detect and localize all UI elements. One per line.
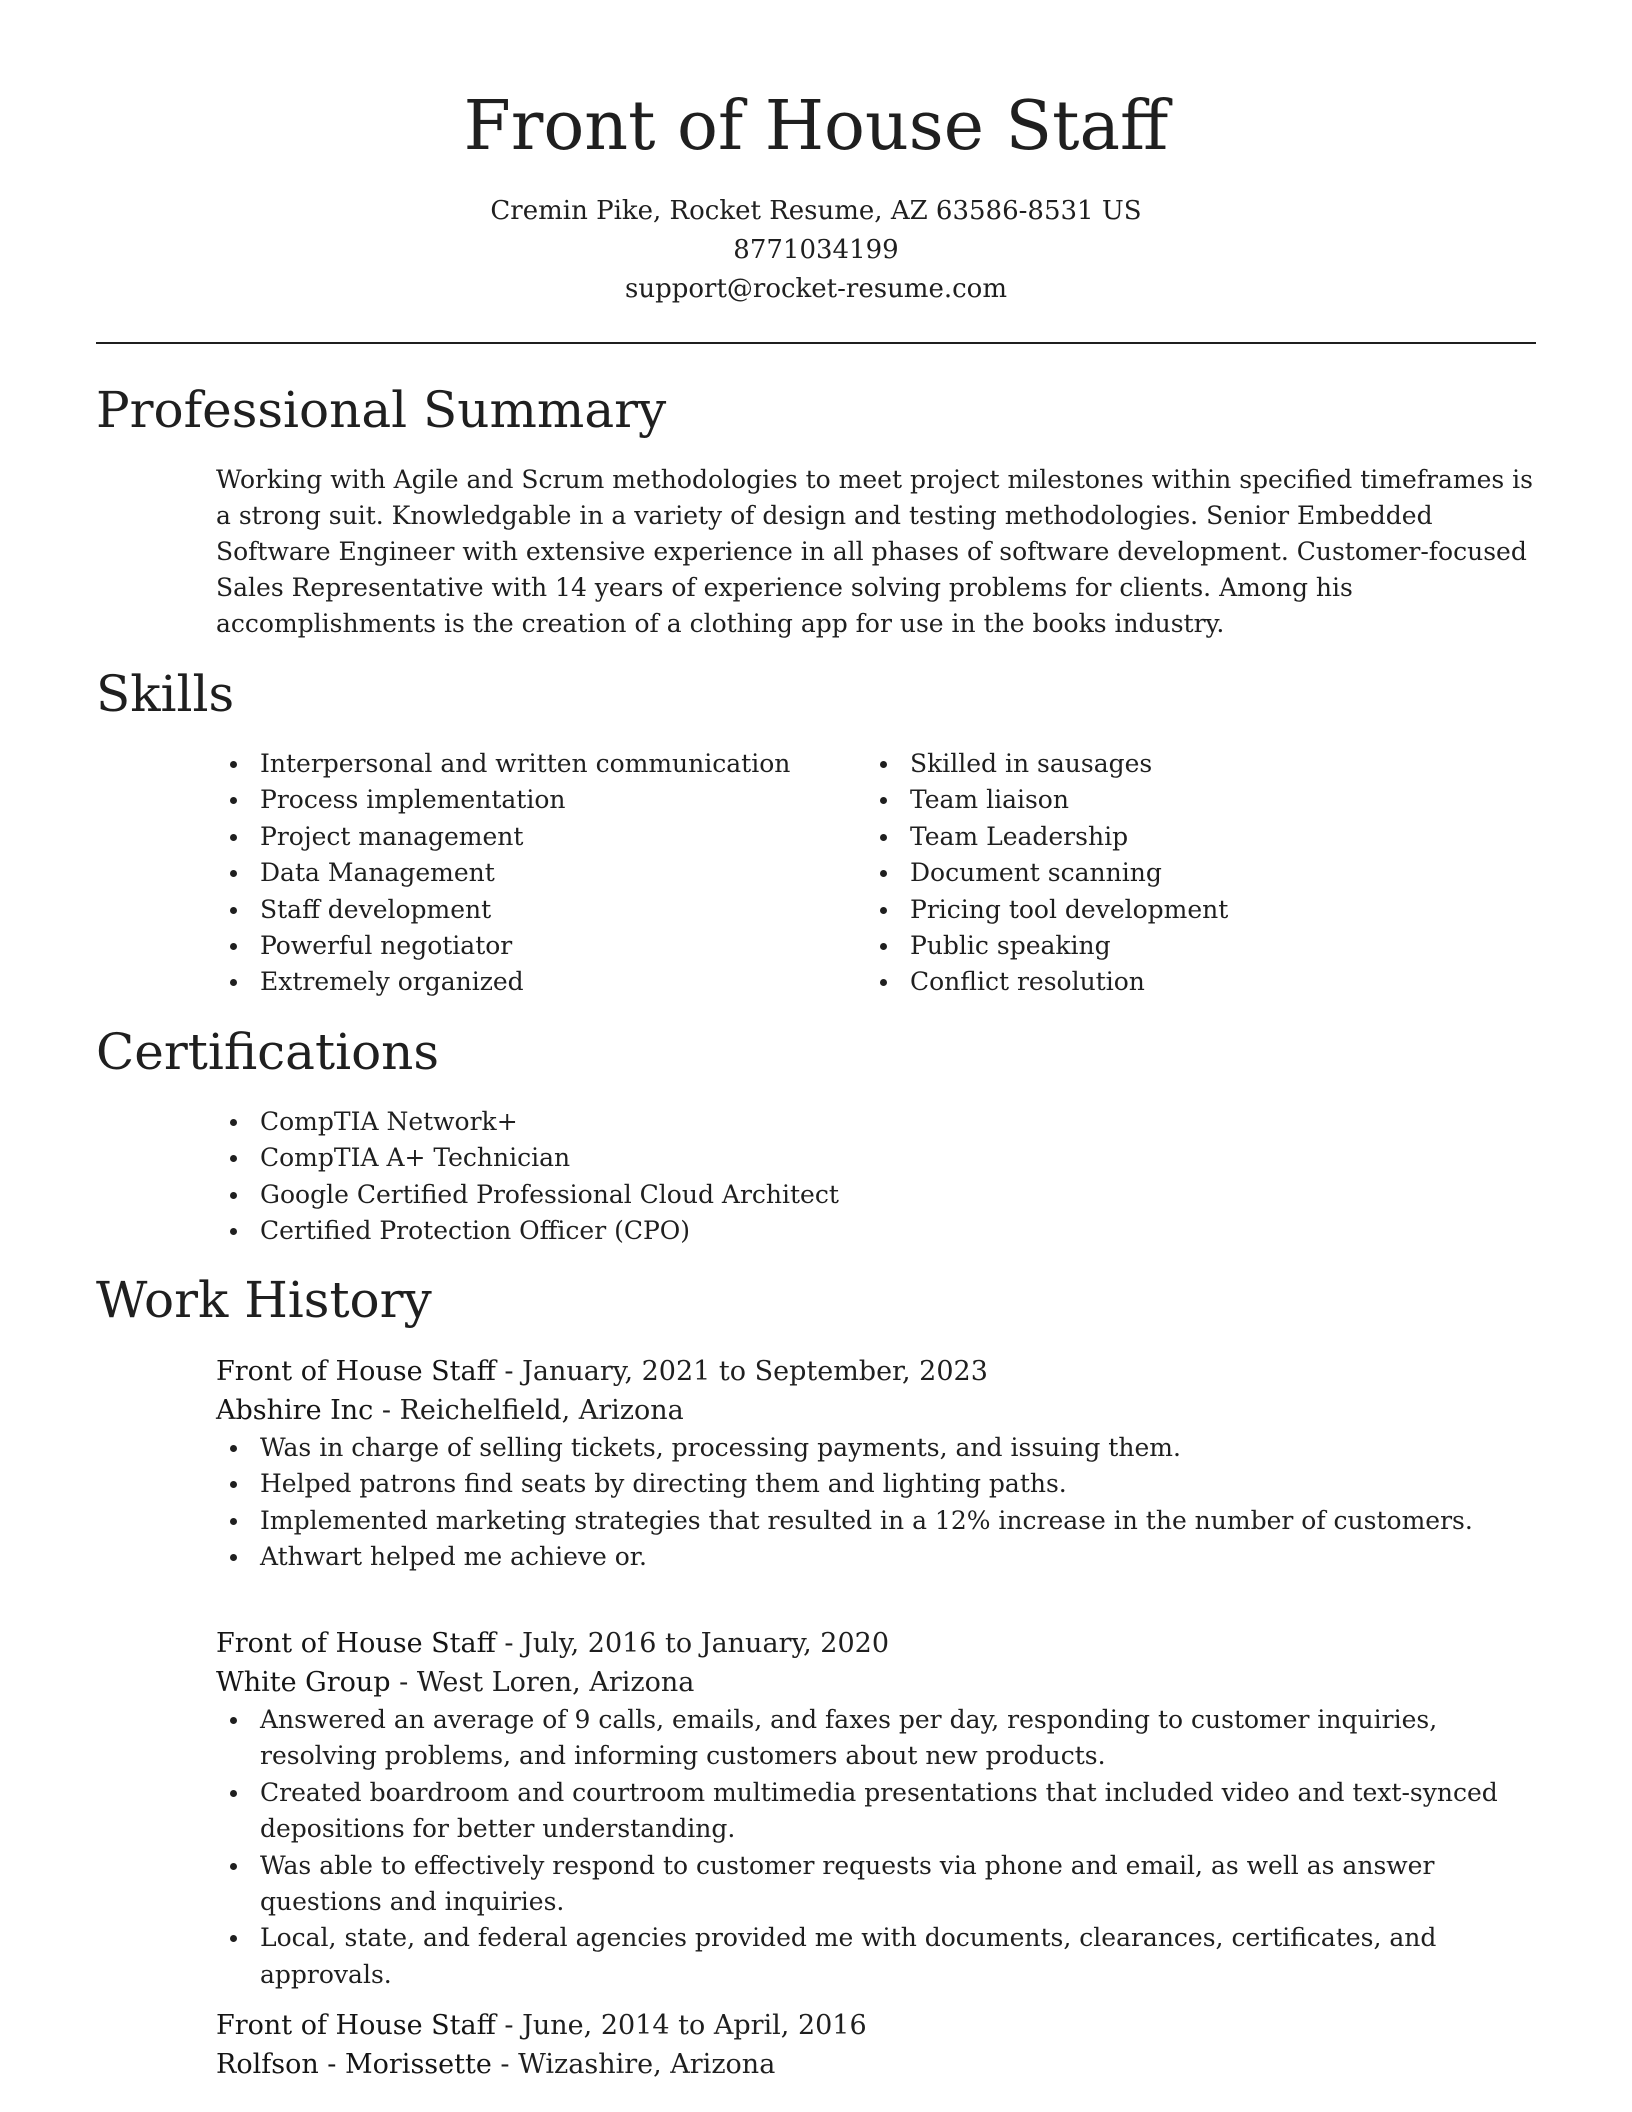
- job-bullet: Athwart helped me achieve or.: [216, 1539, 1546, 1575]
- job-company-line: [216, 1391, 1546, 1430]
- skill-item: Powerful negotiator: [216, 928, 836, 964]
- job-dates: - July, 2016 to January, 2020: [495, 1628, 889, 1659]
- skill-item: Pricing tool development: [866, 892, 1486, 928]
- contact-block: [96, 192, 1536, 309]
- job-bullets: [96, 1702, 1546, 1993]
- job-company: White Group: [216, 1667, 391, 1698]
- skill-item: Conflict resolution: [866, 964, 1486, 1000]
- skill-item: Interpersonal and written communication: [216, 746, 836, 782]
- job-location: - Reichelfield, Arizona: [373, 1395, 684, 1426]
- skill-item: Project management: [216, 819, 836, 855]
- resume-name: Front of House Staff: [463, 87, 1169, 166]
- job-dates: - January, 2021 to September, 2023: [495, 1356, 988, 1387]
- job-title-line: [216, 1352, 1546, 1391]
- job-role: Front of House Staff: [216, 2010, 496, 2041]
- summary-text: Working with Agile and Scrum methodologies to meet project milestones within specified timeframes is a strong suit. Knowledgable in a variety of design and testing methodologies. Senior Embedded Software Engineer with extensive experience in all phases of software development. Customer-focused Sales Representative with 14 years of experience solving problems for clients. Among his accomplishments is the creation of a clothing app for use in the books industry.: [216, 465, 1533, 638]
- job-role: Front of House Staff: [216, 1628, 496, 1659]
- job-bullets: [96, 1430, 1546, 1576]
- certification-item: Certified Protection Officer (CPO): [216, 1213, 1416, 1249]
- skill-item: Team Leadership: [866, 819, 1486, 855]
- job-role: Front of House Staff: [216, 1356, 496, 1387]
- job-bullet: Implemented marketing strategies that resulted in a 12% increase in the number of customers.: [216, 1503, 1546, 1539]
- job-entry: [216, 2006, 1546, 2084]
- job-location: - West Loren, Arizona: [390, 1667, 695, 1698]
- skill-item: Skilled in sausages: [866, 746, 1486, 782]
- work-history-heading: Work History: [96, 1271, 432, 1329]
- skill-item: Extremely organized: [216, 964, 836, 1000]
- certifications-list: [216, 1104, 1416, 1250]
- skill-item: Document scanning: [866, 855, 1486, 891]
- skills-heading: Skills: [96, 665, 235, 723]
- job-company-line: [216, 1663, 1546, 1702]
- job-company-line: [216, 2045, 1546, 2084]
- job-bullet: Answered an average of 9 calls, emails, and faxes per day, responding to customer inquiries, resolving problems, and informing customers about new products.: [216, 1702, 1546, 1775]
- skill-item: Data Management: [216, 855, 836, 891]
- certifications-heading: Certifications: [96, 1023, 440, 1081]
- job-location: - Wizashire, Arizona: [491, 2049, 776, 2080]
- skill-item: Process implementation: [216, 782, 836, 818]
- contact-email: support@rocket-resume.com: [624, 274, 1007, 304]
- certification-item: Google Certified Professional Cloud Architect: [216, 1177, 1416, 1213]
- job-title-line: [216, 1624, 1546, 1663]
- certification-item: CompTIA A+ Technician: [216, 1140, 1416, 1176]
- contact-address: Cremin Pike, Rocket Resume, AZ 63586-8531 US: [490, 196, 1142, 226]
- job-company: Rolfson - Morissette: [216, 2049, 492, 2080]
- job-bullet: Created boardroom and courtroom multimedia presentations that included video and text-synced depositions for better understanding.: [216, 1775, 1546, 1848]
- skills-list-right: [866, 746, 1486, 1001]
- job-entry: [216, 1624, 1546, 1993]
- header-divider: [96, 342, 1536, 344]
- job-bullet: Local, state, and federal agencies provided me with documents, clearances, certificates, and approvals.: [216, 1920, 1546, 1993]
- job-bullet: Helped patrons find seats by directing them and lighting paths.: [216, 1466, 1546, 1502]
- contact-phone: 8771034199: [733, 235, 899, 265]
- job-company: Abshire Inc: [216, 1395, 374, 1426]
- job-title-line: [216, 2006, 1546, 2045]
- skills-list-left: [216, 746, 836, 1001]
- summary-heading: Professional Summary: [96, 381, 667, 439]
- job-entry: [216, 1352, 1546, 1576]
- job-bullet: Was in charge of selling tickets, processing payments, and issuing them.: [216, 1430, 1546, 1466]
- job-dates: - June, 2014 to April, 2016: [495, 2010, 867, 2041]
- skill-item: Public speaking: [866, 928, 1486, 964]
- skill-item: Team liaison: [866, 782, 1486, 818]
- job-bullet: Was able to effectively respond to customer requests via phone and email, as well as answer questions and inquiries.: [216, 1848, 1546, 1921]
- certification-item: CompTIA Network+: [216, 1104, 1416, 1140]
- skill-item: Staff development: [216, 892, 836, 928]
